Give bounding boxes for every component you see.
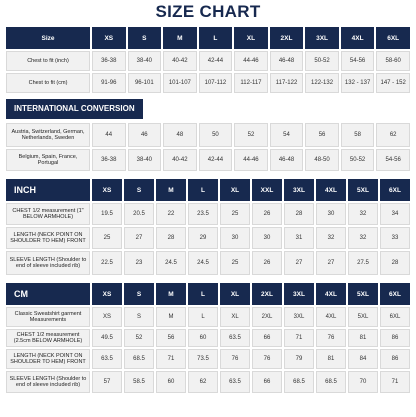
column-header: 4XL [316,283,346,305]
row-label: Classic Sweatshirt garment Measurements [6,307,90,327]
table-row [6,123,410,147]
table-cell: 147 - 152 [376,73,410,93]
inch-measurement-table [4,177,412,277]
table-cell: 66 [252,329,282,347]
table-row [6,203,410,225]
table-cell: 25 [92,227,122,249]
table-cell: 32 [348,227,378,249]
column-header: M [163,27,197,49]
inch-header-label: INCH [6,179,90,201]
row-label: Chest to fit (cm) [6,73,90,93]
table-cell: XL [220,307,250,327]
table-cell: 42-44 [199,51,233,71]
table-cell: 71 [156,349,186,369]
table-cell: 34 [380,203,410,225]
row-label: CHEST 1/2 measurement (1" BELOW ARMHOLE) [6,203,90,225]
table-cell: 27 [284,251,314,275]
table-cell: 79 [284,349,314,369]
table-cell: 30 [252,227,282,249]
column-header: XS [92,179,122,201]
column-header: 5XL [348,179,378,201]
table-cell: 26 [252,251,282,275]
table-cell: 132 - 137 [341,73,375,93]
table-cell: 60 [188,329,218,347]
column-header: XXL [252,179,282,201]
table-cell: 96-101 [128,73,162,93]
table-row [6,329,410,347]
table-cell: 73.5 [188,349,218,369]
table-cell: 68.5 [284,371,314,393]
column-header: 3XL [284,283,314,305]
table-cell: 76 [316,329,346,347]
table-cell: 58 [341,123,375,147]
table-cell: L [188,307,218,327]
column-header: L [188,283,218,305]
table-cell: 36-38 [92,51,126,71]
table-cell: 36-38 [92,149,126,171]
row-label: Austria, Switzerland, German, Netherlands, Sweden [6,123,90,147]
table-cell: 86 [380,329,410,347]
table-cell: 63.5 [220,329,250,347]
table-cell: 68.5 [124,349,154,369]
column-header: 3XL [305,27,339,49]
table-cell: 76 [220,349,250,369]
table-cell: 40-42 [163,51,197,71]
row-label: LENGTH (NECK POINT ON SHOULDER TO HEM) FRONT [6,227,90,249]
column-header: S [124,283,154,305]
table-cell: 50-52 [341,149,375,171]
chart1-header-label: Size [6,27,90,49]
table-cell: 22.5 [92,251,122,275]
cm-measurement-table [4,281,412,395]
table-cell: 30 [316,203,346,225]
table-cell: 33 [380,227,410,249]
column-header: L [188,179,218,201]
table-cell: 44-46 [234,51,268,71]
column-header: M [156,283,186,305]
table-cell: 20.5 [124,203,154,225]
column-header: M [156,179,186,201]
table-cell: 101-107 [163,73,197,93]
table-row [6,73,410,93]
page-title: SIZE CHART [155,2,261,21]
table-cell: 3XL [284,307,314,327]
table-cell: 57 [92,371,122,393]
table-cell: 122-132 [305,73,339,93]
column-header: 4XL [341,27,375,49]
table-cell: 4XL [316,307,346,327]
column-header: 4XL [316,179,346,201]
table-cell: 44-46 [234,149,268,171]
table-cell: 63.5 [92,349,122,369]
table-cell: 56 [156,329,186,347]
size-chest-table [4,25,412,95]
table-cell: 52 [124,329,154,347]
table-cell: 38-40 [128,149,162,171]
table-cell: 6XL [380,307,410,327]
table-cell: 32 [348,203,378,225]
table-cell: 49.5 [92,329,122,347]
table-row [6,51,410,71]
table-cell: 62 [188,371,218,393]
row-label: CHEST 1/2 measurement (2.5cm BELOW ARMHOLE) [6,329,90,347]
column-header: 3XL [284,179,314,201]
column-header: 6XL [380,179,410,201]
table-cell: 50 [199,123,233,147]
table-cell: 46-48 [270,51,304,71]
table-cell: 71 [284,329,314,347]
table-cell: 54 [270,123,304,147]
table-cell: 81 [348,329,378,347]
table-cell: 48 [163,123,197,147]
table-cell: 58-60 [376,51,410,71]
table-cell: 38-40 [128,51,162,71]
table-cell: 84 [348,349,378,369]
column-header: XS [92,283,122,305]
table-cell: 60 [156,371,186,393]
column-header: 6XL [376,27,410,49]
table-cell: 42-44 [199,149,233,171]
table-cell: 31 [284,227,314,249]
table-cell: 71 [380,371,410,393]
row-label: SLEEVE LENGTH (Shoulder to end of sleeve included rib) [6,251,90,275]
column-header: XL [220,283,250,305]
table-cell: 27.5 [348,251,378,275]
column-header: 2XL [270,27,304,49]
table-cell: 117-122 [270,73,304,93]
row-label: Belgium, Spain, France, Portugal [6,149,90,171]
table-cell: 25 [220,203,250,225]
table-cell: 19.5 [92,203,122,225]
table-cell: 46-48 [270,149,304,171]
table-cell: 76 [252,349,282,369]
table-cell: 26 [252,203,282,225]
table-cell: 27 [124,227,154,249]
table-row [6,227,410,249]
row-label: SLEEVE LENGTH (Shoulder to end of sleeve included rib) [6,371,90,393]
table-cell: 24.5 [188,251,218,275]
international-conversion-table [4,121,412,173]
cm-header-label: CM [6,283,90,305]
table-row [6,307,410,327]
table-cell: 54-56 [341,51,375,71]
table-cell: 70 [348,371,378,393]
column-header: L [199,27,233,49]
column-header: XS [92,27,126,49]
table-cell: 23.5 [188,203,218,225]
table-row [6,371,410,393]
table-cell: 52 [234,123,268,147]
table-cell: 23 [124,251,154,275]
table-cell: 86 [380,349,410,369]
table-cell: 107-112 [199,73,233,93]
table-cell: 2XL [252,307,282,327]
column-header: XL [220,179,250,201]
table-cell: M [156,307,186,327]
column-header: XL [234,27,268,49]
table-row [6,349,410,369]
table-cell: 28 [284,203,314,225]
table-cell: 22 [156,203,186,225]
row-label: Chest to fit (inch) [6,51,90,71]
column-header: S [128,27,162,49]
row-label: LENGTH (NECK POINT ON SHOULDER TO HEM) FRONT [6,349,90,369]
column-header: S [124,179,154,201]
table-cell: 48-50 [305,149,339,171]
table-cell: 30 [220,227,250,249]
table-row [6,149,410,171]
table-cell: 46 [128,123,162,147]
table-cell: 29 [188,227,218,249]
table-cell: 25 [220,251,250,275]
table-cell: 54-56 [376,149,410,171]
column-header: 2XL [252,283,282,305]
table-cell: 62 [376,123,410,147]
table-cell: 58.5 [124,371,154,393]
table-cell: 27 [316,251,346,275]
table-cell: 112-117 [234,73,268,93]
table-cell: 56 [305,123,339,147]
table-cell: 28 [156,227,186,249]
table-cell: 44 [92,123,126,147]
table-row [6,251,410,275]
table-cell: 91-96 [92,73,126,93]
table-cell: 50-52 [305,51,339,71]
table-cell: 81 [316,349,346,369]
table-cell: S [124,307,154,327]
column-header: 5XL [348,283,378,305]
table-cell: 63.5 [220,371,250,393]
table-cell: 24.5 [156,251,186,275]
international-conversion-heading: INTERNATIONAL CONVERSION [6,99,143,119]
table-cell: 32 [316,227,346,249]
table-cell: 28 [380,251,410,275]
table-cell: 68.5 [316,371,346,393]
table-cell: XS [92,307,122,327]
table-cell: 5XL [348,307,378,327]
column-header: 6XL [380,283,410,305]
table-cell: 40-42 [163,149,197,171]
table-cell: 66 [252,371,282,393]
